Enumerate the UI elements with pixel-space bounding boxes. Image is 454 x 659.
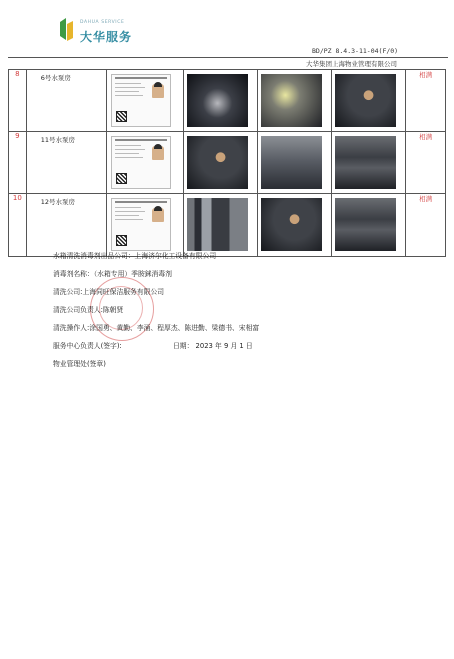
cleaning-company: 清洗公司:上海同旺保洁服务有限公司 [53, 288, 165, 296]
location-name: 6号水泵房 [26, 70, 106, 132]
site-photo [187, 198, 248, 251]
site-photo [261, 198, 322, 251]
table-row [9, 194, 446, 257]
health-certificate [111, 198, 171, 251]
disinfectant-maker: 水箱清洗消毒剂出品公司：上海济尔化工设备有限公司 [53, 252, 217, 260]
signature-label: 服务中心负责人(签字): [53, 342, 122, 350]
header-rule [8, 57, 448, 58]
health-certificate [111, 136, 171, 189]
row-number: 9 [9, 132, 27, 194]
logo-name: 大华服务 [80, 30, 133, 44]
site-photo [261, 74, 322, 127]
health-certificate [111, 74, 171, 127]
location-name: 12号水泵房 [26, 194, 106, 257]
company-name: 大华集团上海物业管理有限公司 [306, 60, 397, 68]
result-text: 相满 [406, 70, 446, 132]
table-row [9, 70, 446, 132]
row-number: 8 [9, 70, 27, 132]
disinfectant-name: 消毒剂名称：（水箱专用）季胺銤消毒剂 [53, 270, 172, 278]
table-row [9, 132, 446, 194]
company-contact: 清洗公司负责人:陈朝贤 [53, 306, 124, 314]
site-photo [335, 136, 396, 189]
site-photo [335, 198, 396, 251]
dahua-logo [58, 18, 138, 46]
document-code: BD/PZ 8.4.3-11-04(F/0) [312, 47, 399, 55]
row-number: 10 [9, 194, 27, 257]
location-name: 11号水泵房 [26, 132, 106, 194]
site-photo [335, 74, 396, 127]
operators: 清洗操作人:涂国勇、黄勤、李涌、程厚杰、陈进勤、梁德书、宋相富 [53, 324, 260, 332]
dahua-logo-icon [58, 18, 74, 42]
management-seal-label: 物业管理处(签章) [53, 360, 106, 368]
sign-date: 日期： 2023 年 9 月 1 日 [173, 342, 253, 350]
result-text: 相满 [406, 132, 446, 194]
site-photo [261, 136, 322, 189]
result-text: 相满 [406, 194, 446, 257]
logo-subtitle: DAHUA SERVICE [80, 20, 125, 25]
site-photo [187, 74, 248, 127]
cleaning-record-table [8, 69, 446, 257]
site-photo [187, 136, 248, 189]
